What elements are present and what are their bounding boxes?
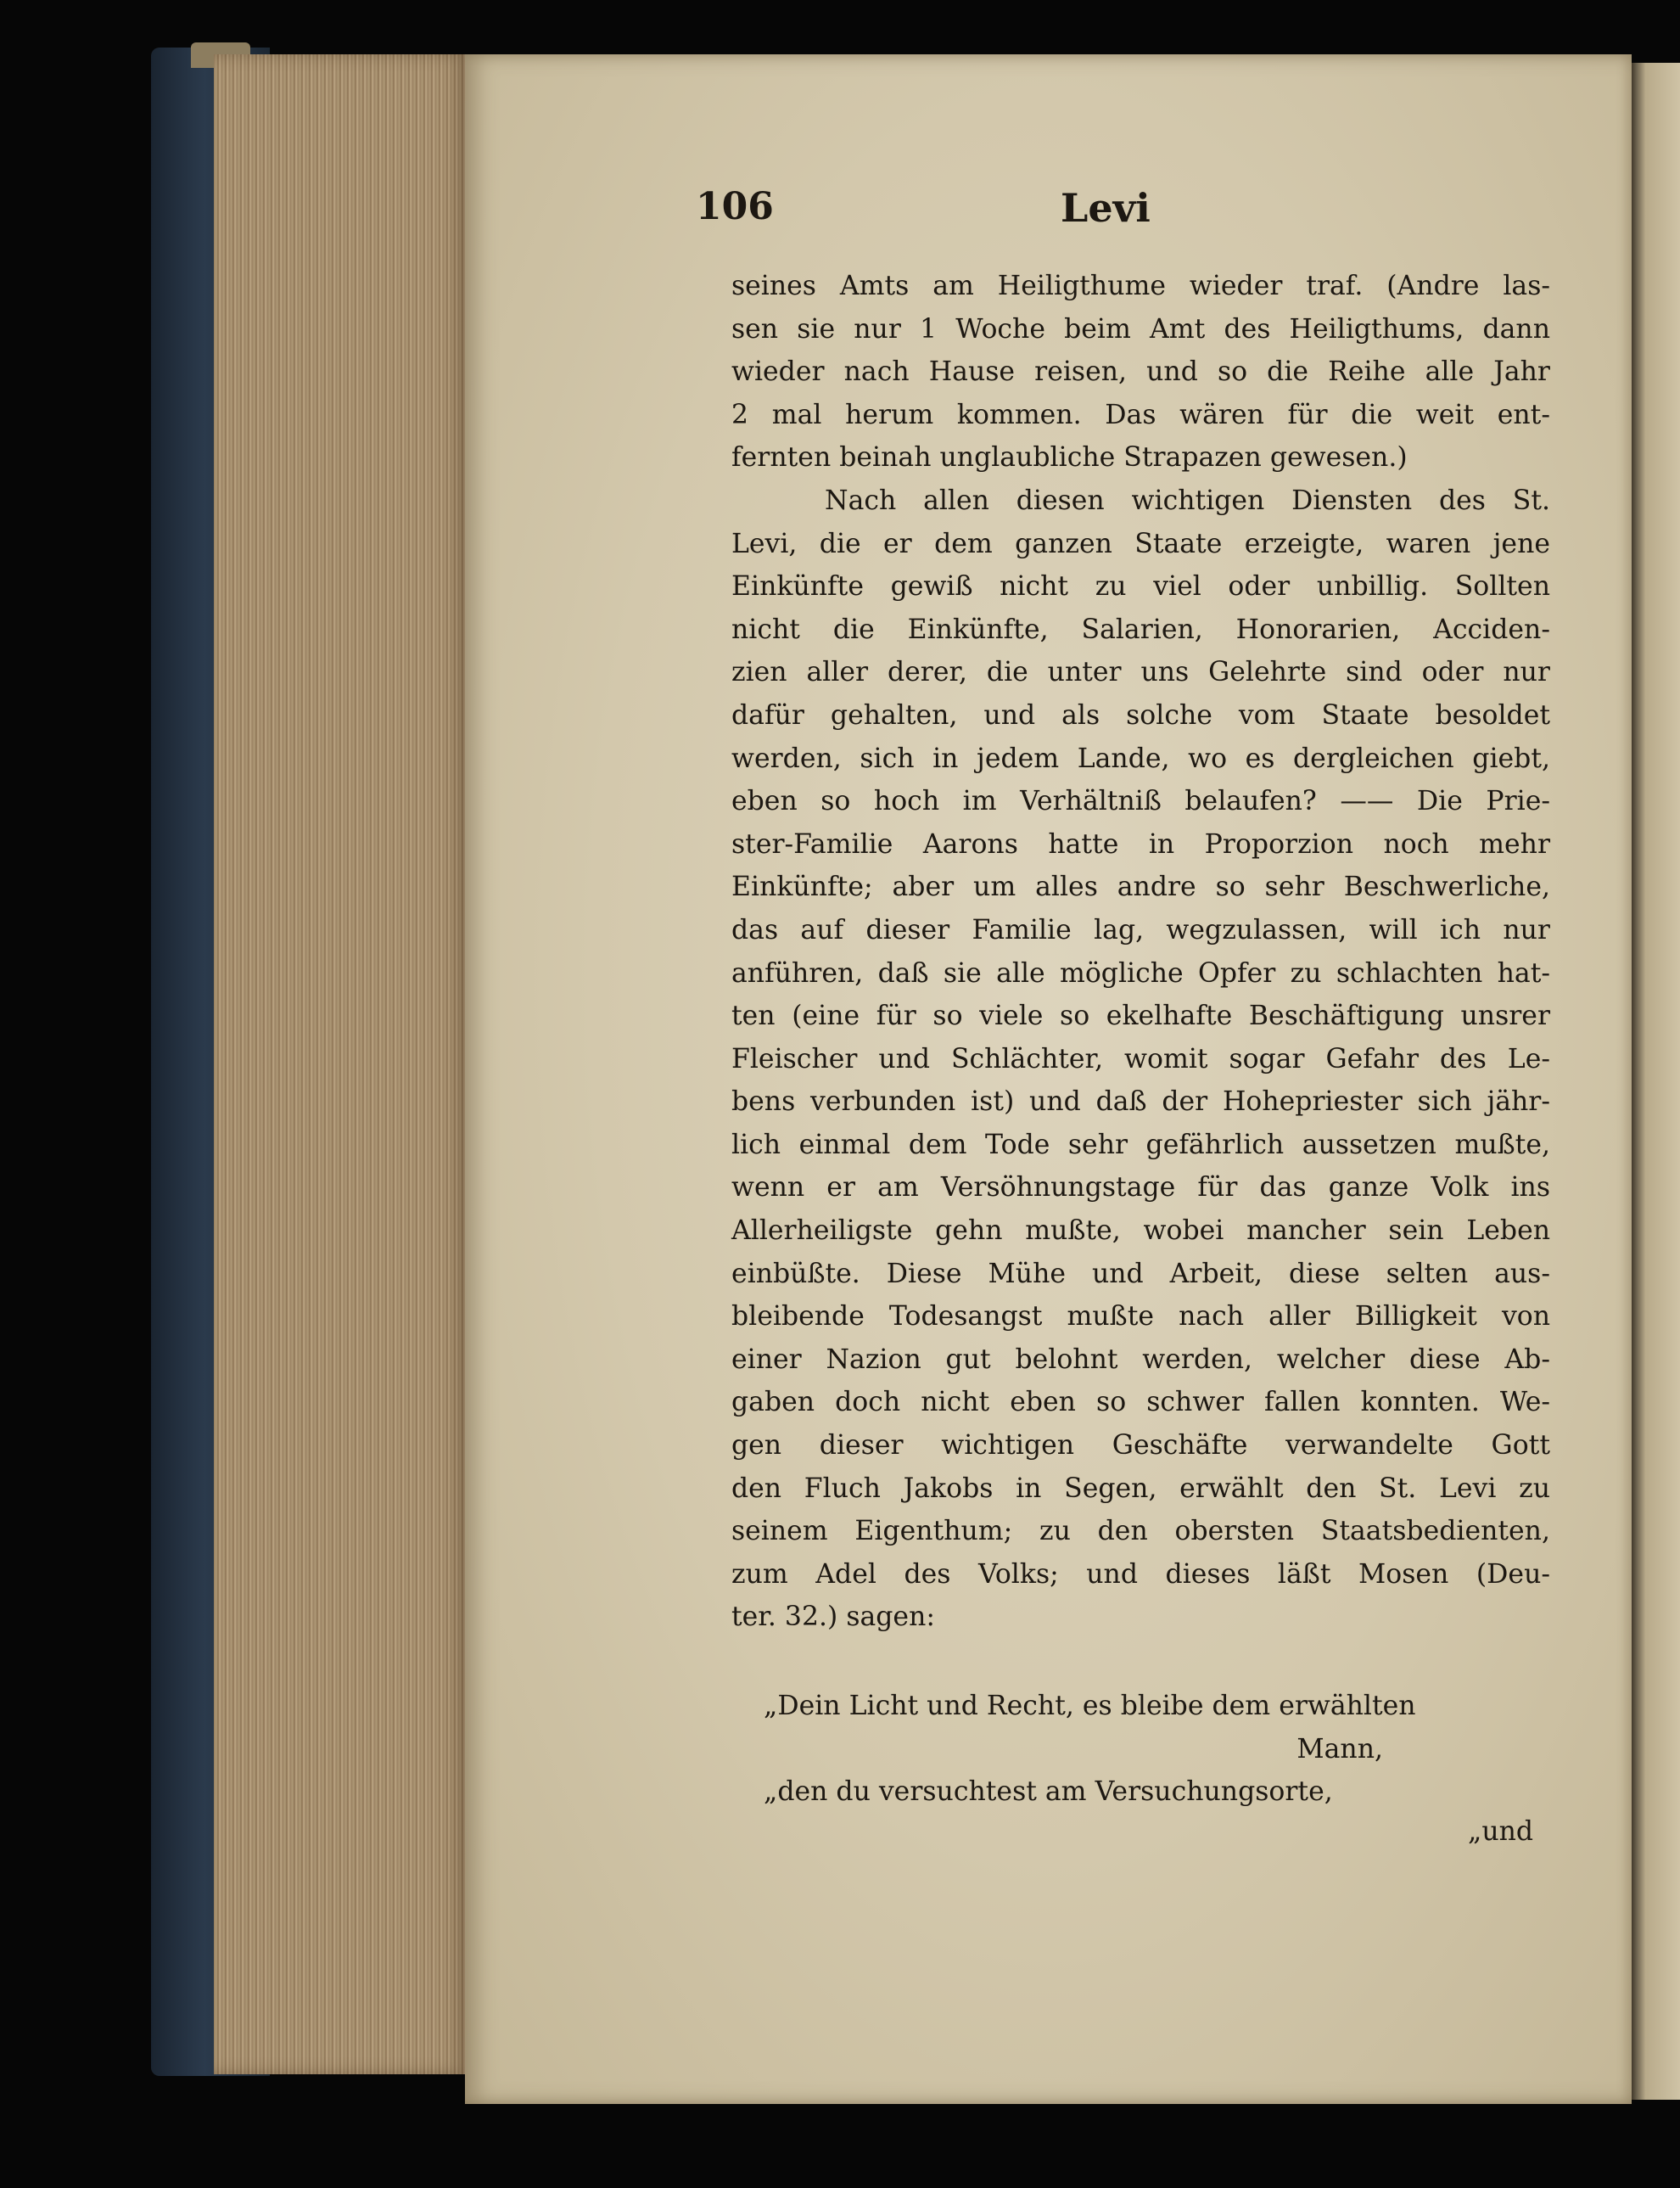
body-text	[731, 265, 1550, 1639]
text-line: fernten beinah unglaubliche Strapazen gewesen.)	[731, 442, 1408, 474]
text-line: eben so hoch im Verhältniß belaufen? —— Die Prie-	[731, 786, 1550, 817]
text-line: einbüßte. Diese Mühe und Arbeit, diese selten aus-	[731, 1258, 1550, 1289]
text-line: seinem Eigenthum; zu den obersten Staatsbedienten,	[731, 1516, 1550, 1547]
text-line: Einkünfte; aber um alles andre so sehr Beschwerliche,	[731, 872, 1550, 903]
text-line: lich einmal dem Tode sehr gefährlich aussetzen mußte,	[731, 1129, 1550, 1160]
text-line: bens verbunden ist) und daß der Hohepriester sich jähr-	[731, 1086, 1550, 1118]
text-line: gaben doch nicht eben so schwer fallen konnten. We-	[731, 1387, 1550, 1418]
text-line: sen sie nur 1 Woche beim Amt des Heiligthums, dann	[731, 313, 1550, 345]
text-line: werden, sich in jedem Lande, wo es dergleichen giebt,	[731, 743, 1550, 774]
text-line: einer Nazion gut belohnt werden, welcher diese Ab-	[731, 1344, 1550, 1375]
page-edges	[214, 54, 468, 2074]
text-line: Levi, die er dem ganzen Staate erzeigte, waren jene	[731, 528, 1550, 559]
text-line: bleibende Todesangst mußte nach aller Billigkeit von	[731, 1301, 1550, 1332]
text-line: nicht die Einkünfte, Salarien, Honorarien, Acciden-	[731, 614, 1550, 645]
text-line: ter. 32.) sagen:	[731, 1602, 935, 1633]
verse-quote	[764, 1685, 1553, 1814]
text-line: ten (eine für so viele so ekelhafte Beschäftigung unsrer	[731, 1001, 1550, 1032]
facing-page-edge	[1631, 63, 1680, 2100]
verse-line: „Dein Licht und Recht, es bleibe dem erwählten	[764, 1691, 1416, 1721]
text-line: gen dieser wichtigen Geschäfte verwandelte Gott	[731, 1430, 1550, 1461]
text-line: dafür gehalten, und als solche vom Staate besoldet	[731, 699, 1550, 731]
page-header	[696, 185, 1459, 236]
text-line: seines Amts am Heiligthume wieder traf. (Andre las-	[731, 271, 1550, 301]
text-line: Fleischer und Schlächter, womit sogar Gefahr des Le-	[731, 1043, 1550, 1074]
text-line: anführen, daß sie alle mögliche Opfer zu schlachten hat-	[731, 957, 1550, 989]
text-line: zien aller derer, die unter uns Gelehrte sind oder nur	[731, 657, 1550, 688]
verse-line: Mann,	[1296, 1733, 1383, 1764]
text-line: ster-Familie Aarons hatte in Proporzion noch mehr	[731, 828, 1550, 860]
catchword: „und	[1468, 1816, 1534, 1847]
text-line: zum Adel des Volks; und dieses läßt Mosen (Deu-	[731, 1558, 1550, 1590]
text-line: Allerheiligste gehn mußte, wobei mancher sein Leben	[731, 1215, 1550, 1247]
running-head: Levi	[1061, 185, 1151, 231]
text-line: Nach allen diesen wichtigen Diensten des St.	[825, 485, 1550, 516]
page-number: 106	[696, 185, 774, 228]
verse-line: „den du versuchtest am Versuchungsorte,	[764, 1776, 1333, 1808]
text-line: das auf dieser Familie lag, wegzulassen, will ich nur	[731, 914, 1550, 945]
text-line: 2 mal herum kommen. Das wären für die weit ent-	[731, 399, 1550, 430]
text-line: wenn er am Versöhnungstage für das ganze Volk ins	[731, 1172, 1550, 1203]
text-line: Einkünfte gewiß nicht zu viel oder unbillig. Sollten	[731, 571, 1550, 603]
text-line: den Fluch Jakobs in Segen, erwählt den St. Levi zu	[731, 1473, 1550, 1504]
text-line: wieder nach Hause reisen, und so die Reihe alle Jahr	[731, 356, 1550, 388]
